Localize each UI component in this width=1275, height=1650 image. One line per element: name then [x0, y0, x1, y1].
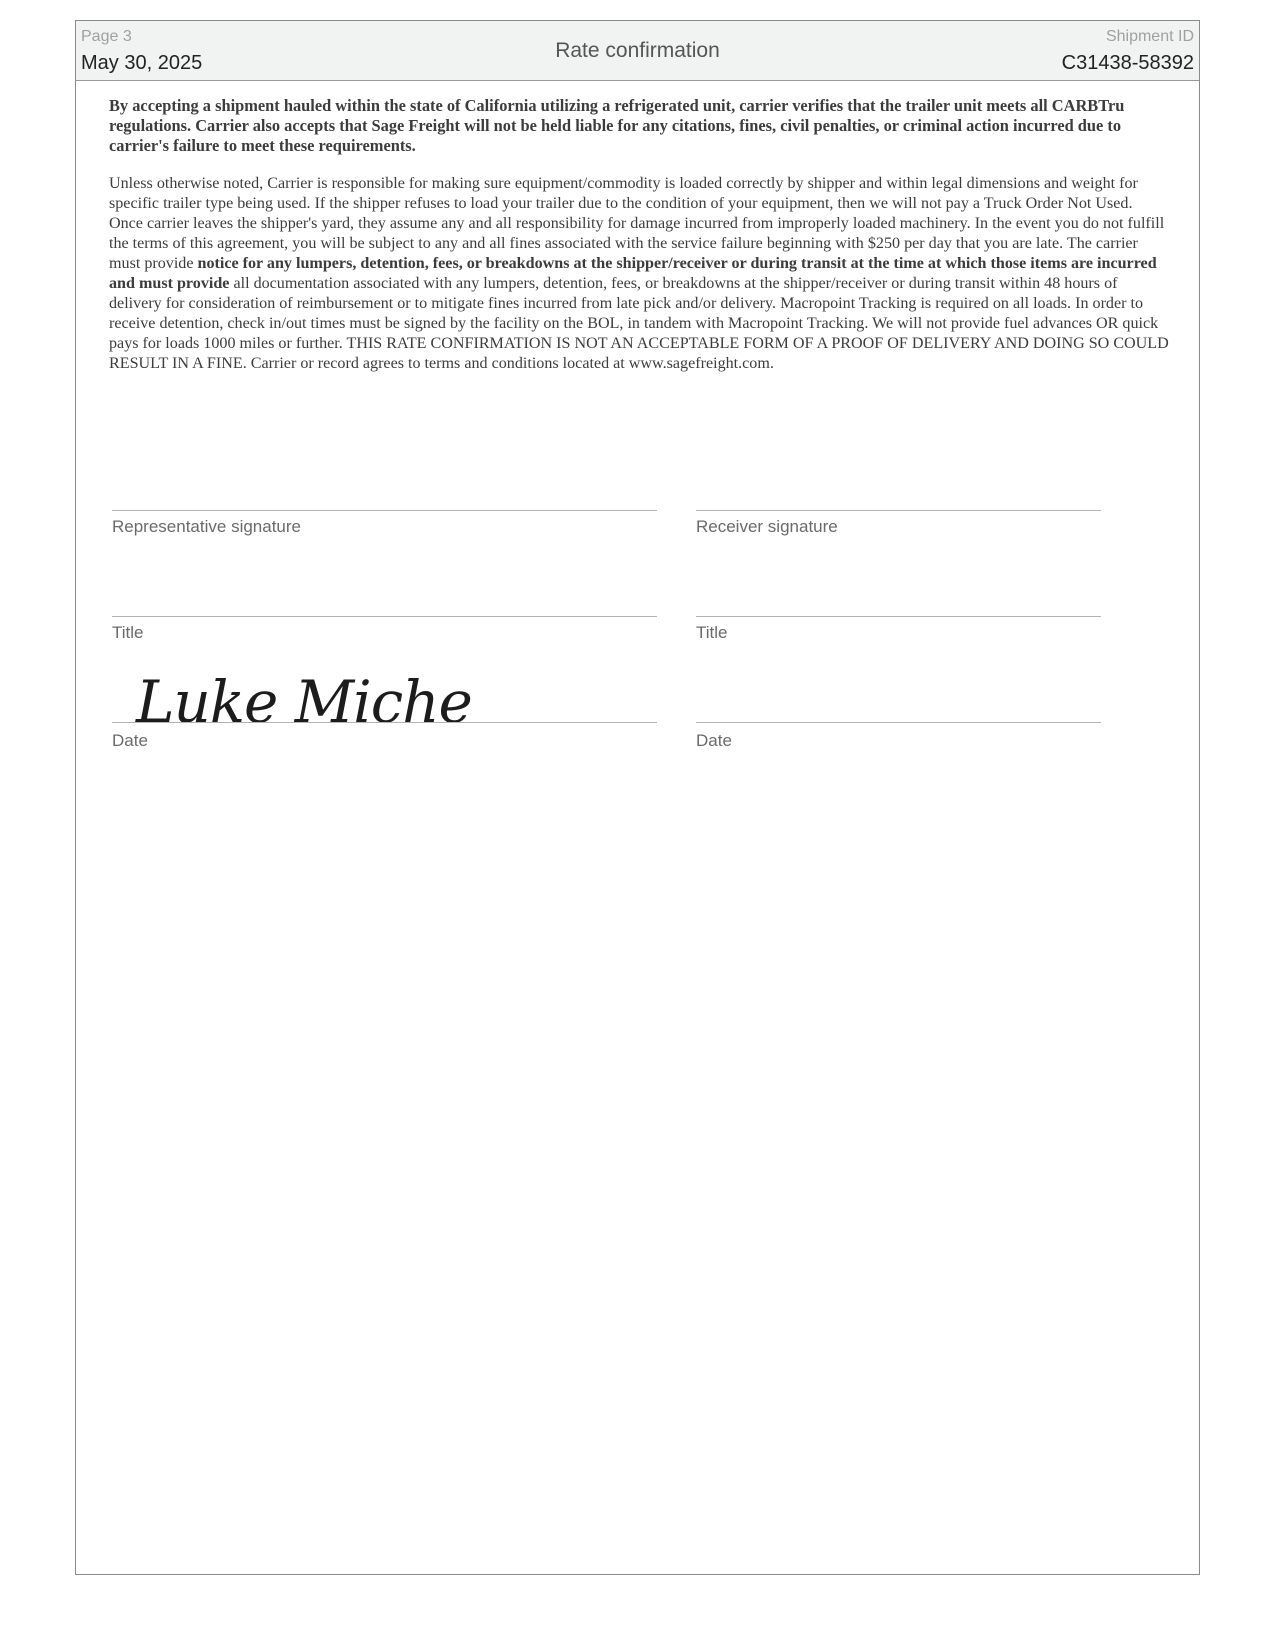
rep-date-line[interactable]	[112, 722, 657, 723]
shipment-id: C31438-58392	[1061, 52, 1194, 74]
california-carb-notice: By accepting a shipment hauled within the state of California utilizing a refrigerated unit, carrier verifies that the trailer unit meets all CARBTru regulations. Carrier also accepts that Sage Freight will not be held liable for any citations, fines, civil penalties, or criminal action incurred due to carrier's failure to meet these requirements.	[109, 96, 1125, 155]
document-header	[76, 21, 1199, 81]
page-number: Page 3	[81, 28, 132, 45]
rep-signature-label: Representative signature	[112, 517, 302, 536]
receiver-signature-line[interactable]	[696, 510, 1101, 511]
terms-text-bold: notice for any lumpers, detention, fees, or breakdowns at the shipper/receiver or during transit at the time at which those items are incurred and must provide	[109, 255, 1157, 292]
rep-signature-line[interactable]	[112, 510, 657, 511]
carrier-responsibility-terms	[109, 174, 1169, 374]
receiver-signature-label: Receiver signature	[696, 517, 838, 536]
receiver-title-line[interactable]	[696, 616, 1101, 617]
shipment-id-label: Shipment ID	[1105, 28, 1194, 45]
rep-date-label: Date	[112, 731, 148, 750]
page-frame	[75, 20, 1200, 1575]
receiver-date-line[interactable]	[696, 722, 1101, 723]
handwritten-signature: Luke Miche	[136, 668, 472, 736]
terms-text-part1: Unless otherwise noted, Carrier is responsible for making sure equipment/commodity is loaded correctly by shipper and within legal dimensions and weight for specific trailer type being used. If the shipper refuses to load your trailer due to the condition of your equipment, then we will not pay a Truck Order Not Used. Once carrier leaves the shipper's yard, they assume any and all responsibility for damage incurred from improperly loaded machinery. In the event you do not fulfill the terms of this agreement, you will be subject to any and all fines associated with the service failure beginning with $250 per day that you are late. The carrier must provide	[109, 175, 1165, 272]
rep-title-label: Title	[112, 623, 144, 642]
document-title: Rate confirmation	[555, 39, 720, 62]
terms-text-part2: all documentation associated with any lumpers, detention, fees, or breakdowns at the shipper/receiver or during transit within 48 hours of delivery for consideration of reimbursement or to mitigate fines incurred from late pick and/or delivery. Macropoint Tracking is required on all loads. In order to receive detention, check in/out times must be signed by the facility on the BOL, in tandem with Macropoint Tracking. We will not provide fuel advances OR quick pays for loads 1000 miles or further. THIS RATE CONFIRMATION IS NOT AN ACCEPTABLE FORM OF A PROOF OF DELIVERY AND DOING SO COULD RESULT IN A FINE. Carrier or record agrees to terms and conditions located at www.sagefreight.com.	[109, 275, 1169, 372]
terms-section	[109, 96, 1169, 374]
document-date: May 30, 2025	[81, 52, 203, 74]
receiver-date-label: Date	[696, 731, 732, 750]
receiver-title-label: Title	[696, 623, 728, 642]
rep-title-line[interactable]	[112, 616, 657, 617]
